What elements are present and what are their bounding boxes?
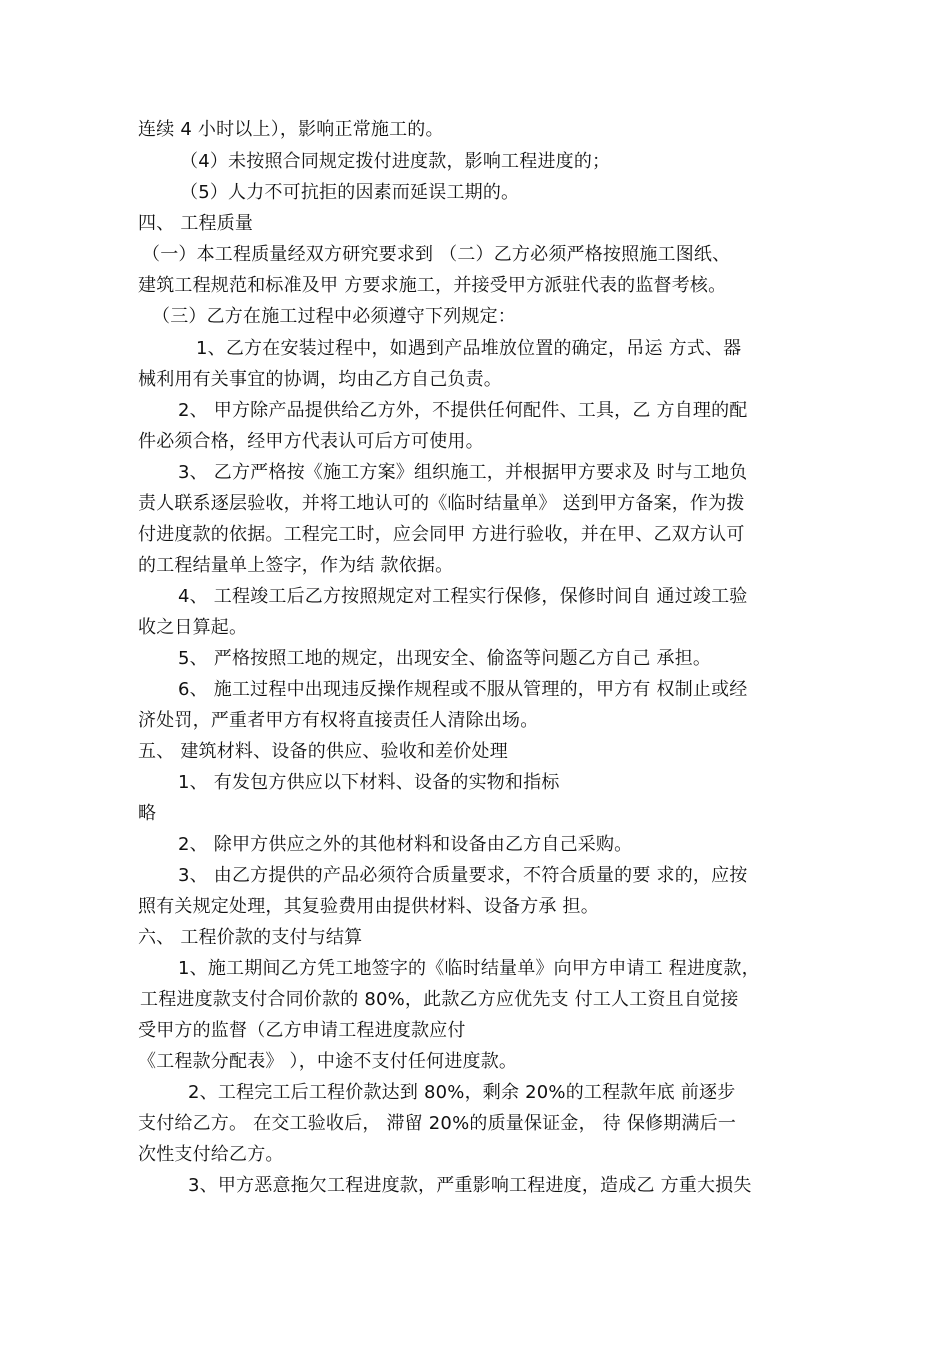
text-line: 件必须合格，经甲方代表认可后方可使用。 <box>138 431 484 452</box>
section-heading: 五、 建筑材料、设备的供应、验收和差价处理 <box>138 741 508 762</box>
text-line: 次性支付给乙方。 <box>138 1144 284 1165</box>
text-line: 的工程结量单上签字，作为结 款依据。 <box>138 555 454 576</box>
text-line: （三）乙方在施工过程中必须遵守下列规定： <box>152 306 516 327</box>
section-heading: 六、 工程价款的支付与结算 <box>138 927 363 948</box>
text-line: 支付给乙方。 在交工验收后， 滞留 20%的质量保证金， 待 保修期满后一 <box>138 1113 737 1134</box>
text-line: （5）人力不可抗拒的因素而延误工期的。 <box>180 182 520 203</box>
text-line: 2、工程完工后工程价款达到 80%，剩余 20%的工程款年底 前逐步 <box>188 1082 736 1103</box>
text-line: 1、 有发包方供应以下材料、设备的实物和指标 <box>178 772 560 793</box>
text-line: 照有关规定处理，其复验费用由提供材料、设备方承 担。 <box>138 896 599 917</box>
text-line: 责人联系逐层验收，并将工地认可的《临时结量单》 送到甲方备案，作为拨 <box>138 493 745 514</box>
text-line: 受甲方的监督（乙方申请工程进度款应付 <box>138 1020 466 1041</box>
text-line: 3、甲方恶意拖欠工程进度款，严重影响工程进度，造成乙 方重大损失 <box>188 1175 752 1196</box>
text-line: 2、 除甲方供应之外的其他材料和设备由乙方自己采购。 <box>178 834 633 855</box>
text-line: 付进度款的依据。工程完工时，应会同甲 方进行验收，并在甲、乙双方认可 <box>138 524 745 545</box>
text-line: 收之日算起。 <box>138 617 248 638</box>
text-line: 1、施工期间乙方凭工地签字的《临时结量单》向甲方申请工 程进度款， <box>178 958 760 979</box>
text-line: 《工程款分配表》 ），中途不支付任何进度款。 <box>138 1051 518 1072</box>
text-line: 略 <box>138 803 157 824</box>
text-line: 济处罚，严重者甲方有权将直接责任人清除出场。 <box>138 710 539 731</box>
text-line: 3、 乙方严格按《施工方案》组织施工，并根据甲方要求及 时与工地负 <box>178 462 748 483</box>
text-line: 6、 施工过程中出现违反操作规程或不服从管理的，甲方有 权制止或经 <box>178 679 748 700</box>
text-line: 建筑工程规范和标准及甲 方要求施工，并接受甲方派驻代表的监督考核。 <box>138 275 727 296</box>
text-line: （4）未按照合同规定拨付进度款，影响工程进度的； <box>180 151 611 172</box>
text-line: 4、 工程竣工后乙方按照规定对工程实行保修，保修时间自 通过竣工验 <box>178 586 748 607</box>
text-line: 2、 甲方除产品提供给乙方外，不提供任何配件、工具，乙 方自理的配 <box>178 400 748 421</box>
text-line: 工程进度款支付合同价款的 80%，此款乙方应优先支 付工人工资且自觉接 <box>140 989 739 1010</box>
text-line: 械利用有关事宜的协调，均由乙方自己负责。 <box>138 369 502 390</box>
text-line: （一）本工程质量经双方研究要求到 （二）乙方必须严格按照施工图纸、 <box>142 244 731 265</box>
text-line: 连续 4 小时以上），影响正常施工的。 <box>138 119 444 140</box>
text-line: 3、 由乙方提供的产品必须符合质量要求，不符合质量的要 求的，应按 <box>178 865 748 886</box>
section-heading: 四、 工程质量 <box>138 213 254 234</box>
text-line: 5、 严格按照工地的规定，出现安全、偷盗等问题乙方自己 承担。 <box>178 648 712 669</box>
text-line: 1、乙方在安装过程中，如遇到产品堆放位置的确定，吊运 方式、器 <box>196 338 742 359</box>
